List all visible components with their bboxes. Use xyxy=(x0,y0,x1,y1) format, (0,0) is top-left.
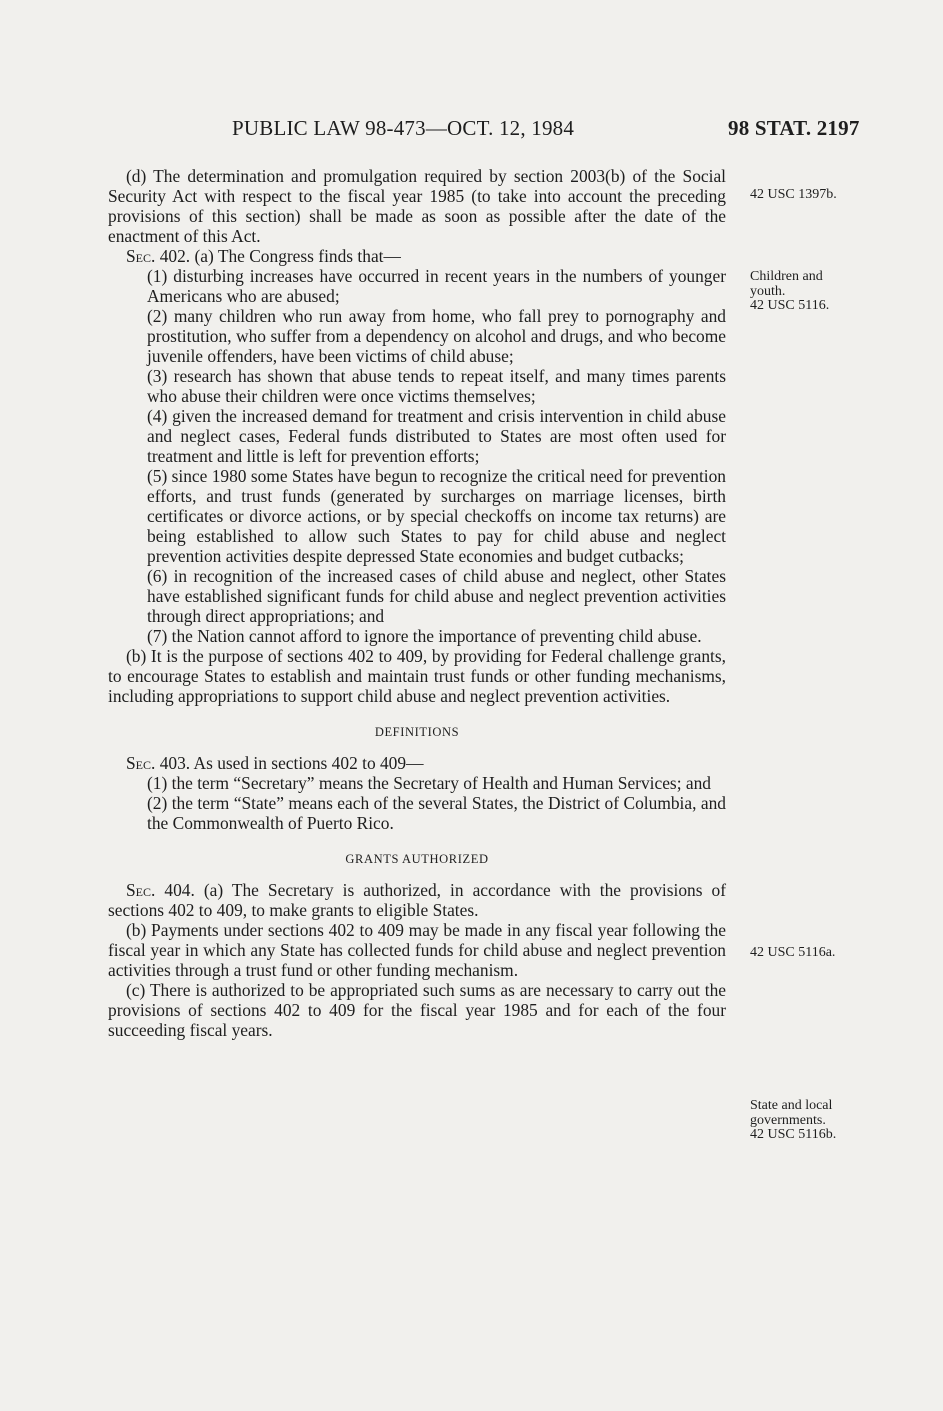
margin-note-5116a: 42 USC 5116a. xyxy=(750,945,836,960)
section-label: Sec. xyxy=(126,246,156,266)
section-403-intro xyxy=(108,753,726,773)
finding-item-2: (2) many children who run away from home, who fall prey to pornography and prostitution, who suffer from a dependency on alcohol and drugs, and who become juvenile offenders, have been victims of child abuse; xyxy=(147,306,726,366)
definition-item-2: (2) the term “State” means each of the several States, the District of Columbia, and the Commonwealth of Puerto Rico. xyxy=(147,793,726,833)
document-body xyxy=(108,166,726,1040)
definition-item-1: (1) the term “Secretary” means the Secretary of Health and Human Services; and xyxy=(147,773,711,793)
section-402-intro xyxy=(108,246,726,266)
margin-note-line: Children and xyxy=(750,269,823,284)
finding-item-7: (7) the Nation cannot afford to ignore the importance of preventing child abuse. xyxy=(147,626,702,646)
paragraph-402-b: (b) It is the purpose of sections 402 to 409, by providing for Federal challenge grants, to encourage States to establish and maintain trust funds or other funding mechanisms, including appropriations to support child abuse and neglect prevention activities. xyxy=(108,646,726,706)
page-header-stat: 98 STAT. 2197 xyxy=(728,116,860,140)
finding-item-6: (6) in recognition of the increased cases of child abuse and neglect, other States have established significant funds for child abuse and neglect prevention activities through direct appropriations; and xyxy=(147,566,726,626)
finding-item-3: (3) research has shown that abuse tends to repeat itself, and many times parents who abuse their children were once victims themselves; xyxy=(147,366,726,406)
page-header-title: PUBLIC LAW 98-473—OCT. 12, 1984 xyxy=(232,116,575,140)
paragraph-d: (d) The determination and promulgation required by section 2003(b) of the Social Security Act with respect to the fiscal year 1985 (to take into account the preceding provisions of this section) shall be made as soon as possible after the date of the enactment of this Act. xyxy=(108,166,726,246)
heading-definitions: DEFINITIONS xyxy=(374,725,460,739)
section-label: Sec. xyxy=(126,753,156,773)
section-402-text: 402. (a) The Congress finds that— xyxy=(155,246,401,266)
paragraph-404-b: (b) Payments under sections 402 to 409 may be made in any fiscal year following the fiscal year in which any State has collected funds for child abuse and neglect prevention activities through a trust fund or other funding mechanism. xyxy=(108,920,726,980)
finding-item-5: (5) since 1980 some States have begun to recognize the critical need for prevention efforts, and trust funds (generated by surcharges on marriage licenses, birth certificates or divorce actions, or by special checkoffs on income tax returns) are being established to allow such States to pay for child abuse and neglect prevention activities despite depressed State economies and budget cutbacks; xyxy=(147,466,726,566)
section-404-text: 404. (a) The Secretary is authorized, in accordance with the provisions of sections 402 to 409, to make grants to eligible States. xyxy=(108,880,726,920)
finding-item-4: (4) given the increased demand for treatment and crisis intervention in child abuse and neglect cases, Federal funds distributed to States are most often used for treatment and little is left for prevention efforts; xyxy=(147,406,726,466)
margin-note-line: youth. xyxy=(750,283,786,299)
section-label: Sec. xyxy=(126,880,156,900)
margin-note-line: State and local xyxy=(750,1098,833,1113)
finding-item-1: (1) disturbing increases have occurred in recent years in the numbers of younger Americans who are abused; xyxy=(147,266,726,306)
margin-note-line: 42 USC 5116. xyxy=(750,298,830,313)
margin-note-line: 42 USC 5116b. xyxy=(750,1127,837,1142)
margin-note-1397b: 42 USC 1397b. xyxy=(750,187,837,202)
margin-note-line: governments. xyxy=(750,1112,826,1128)
paragraph-404-c: (c) There is authorized to be appropriated such sums as are necessary to carry out the provisions of sections 402 to 409 for the fiscal year 1985 and for each of the four succeeding fiscal years. xyxy=(108,980,726,1040)
section-403-text: 403. As used in sections 402 to 409— xyxy=(155,753,424,773)
section-404-a xyxy=(108,880,726,920)
heading-grants-authorized: GRANTS AUTHORIZED xyxy=(345,852,489,866)
margin-note-children-youth xyxy=(750,270,890,314)
margin-note-state-local xyxy=(750,1099,890,1143)
